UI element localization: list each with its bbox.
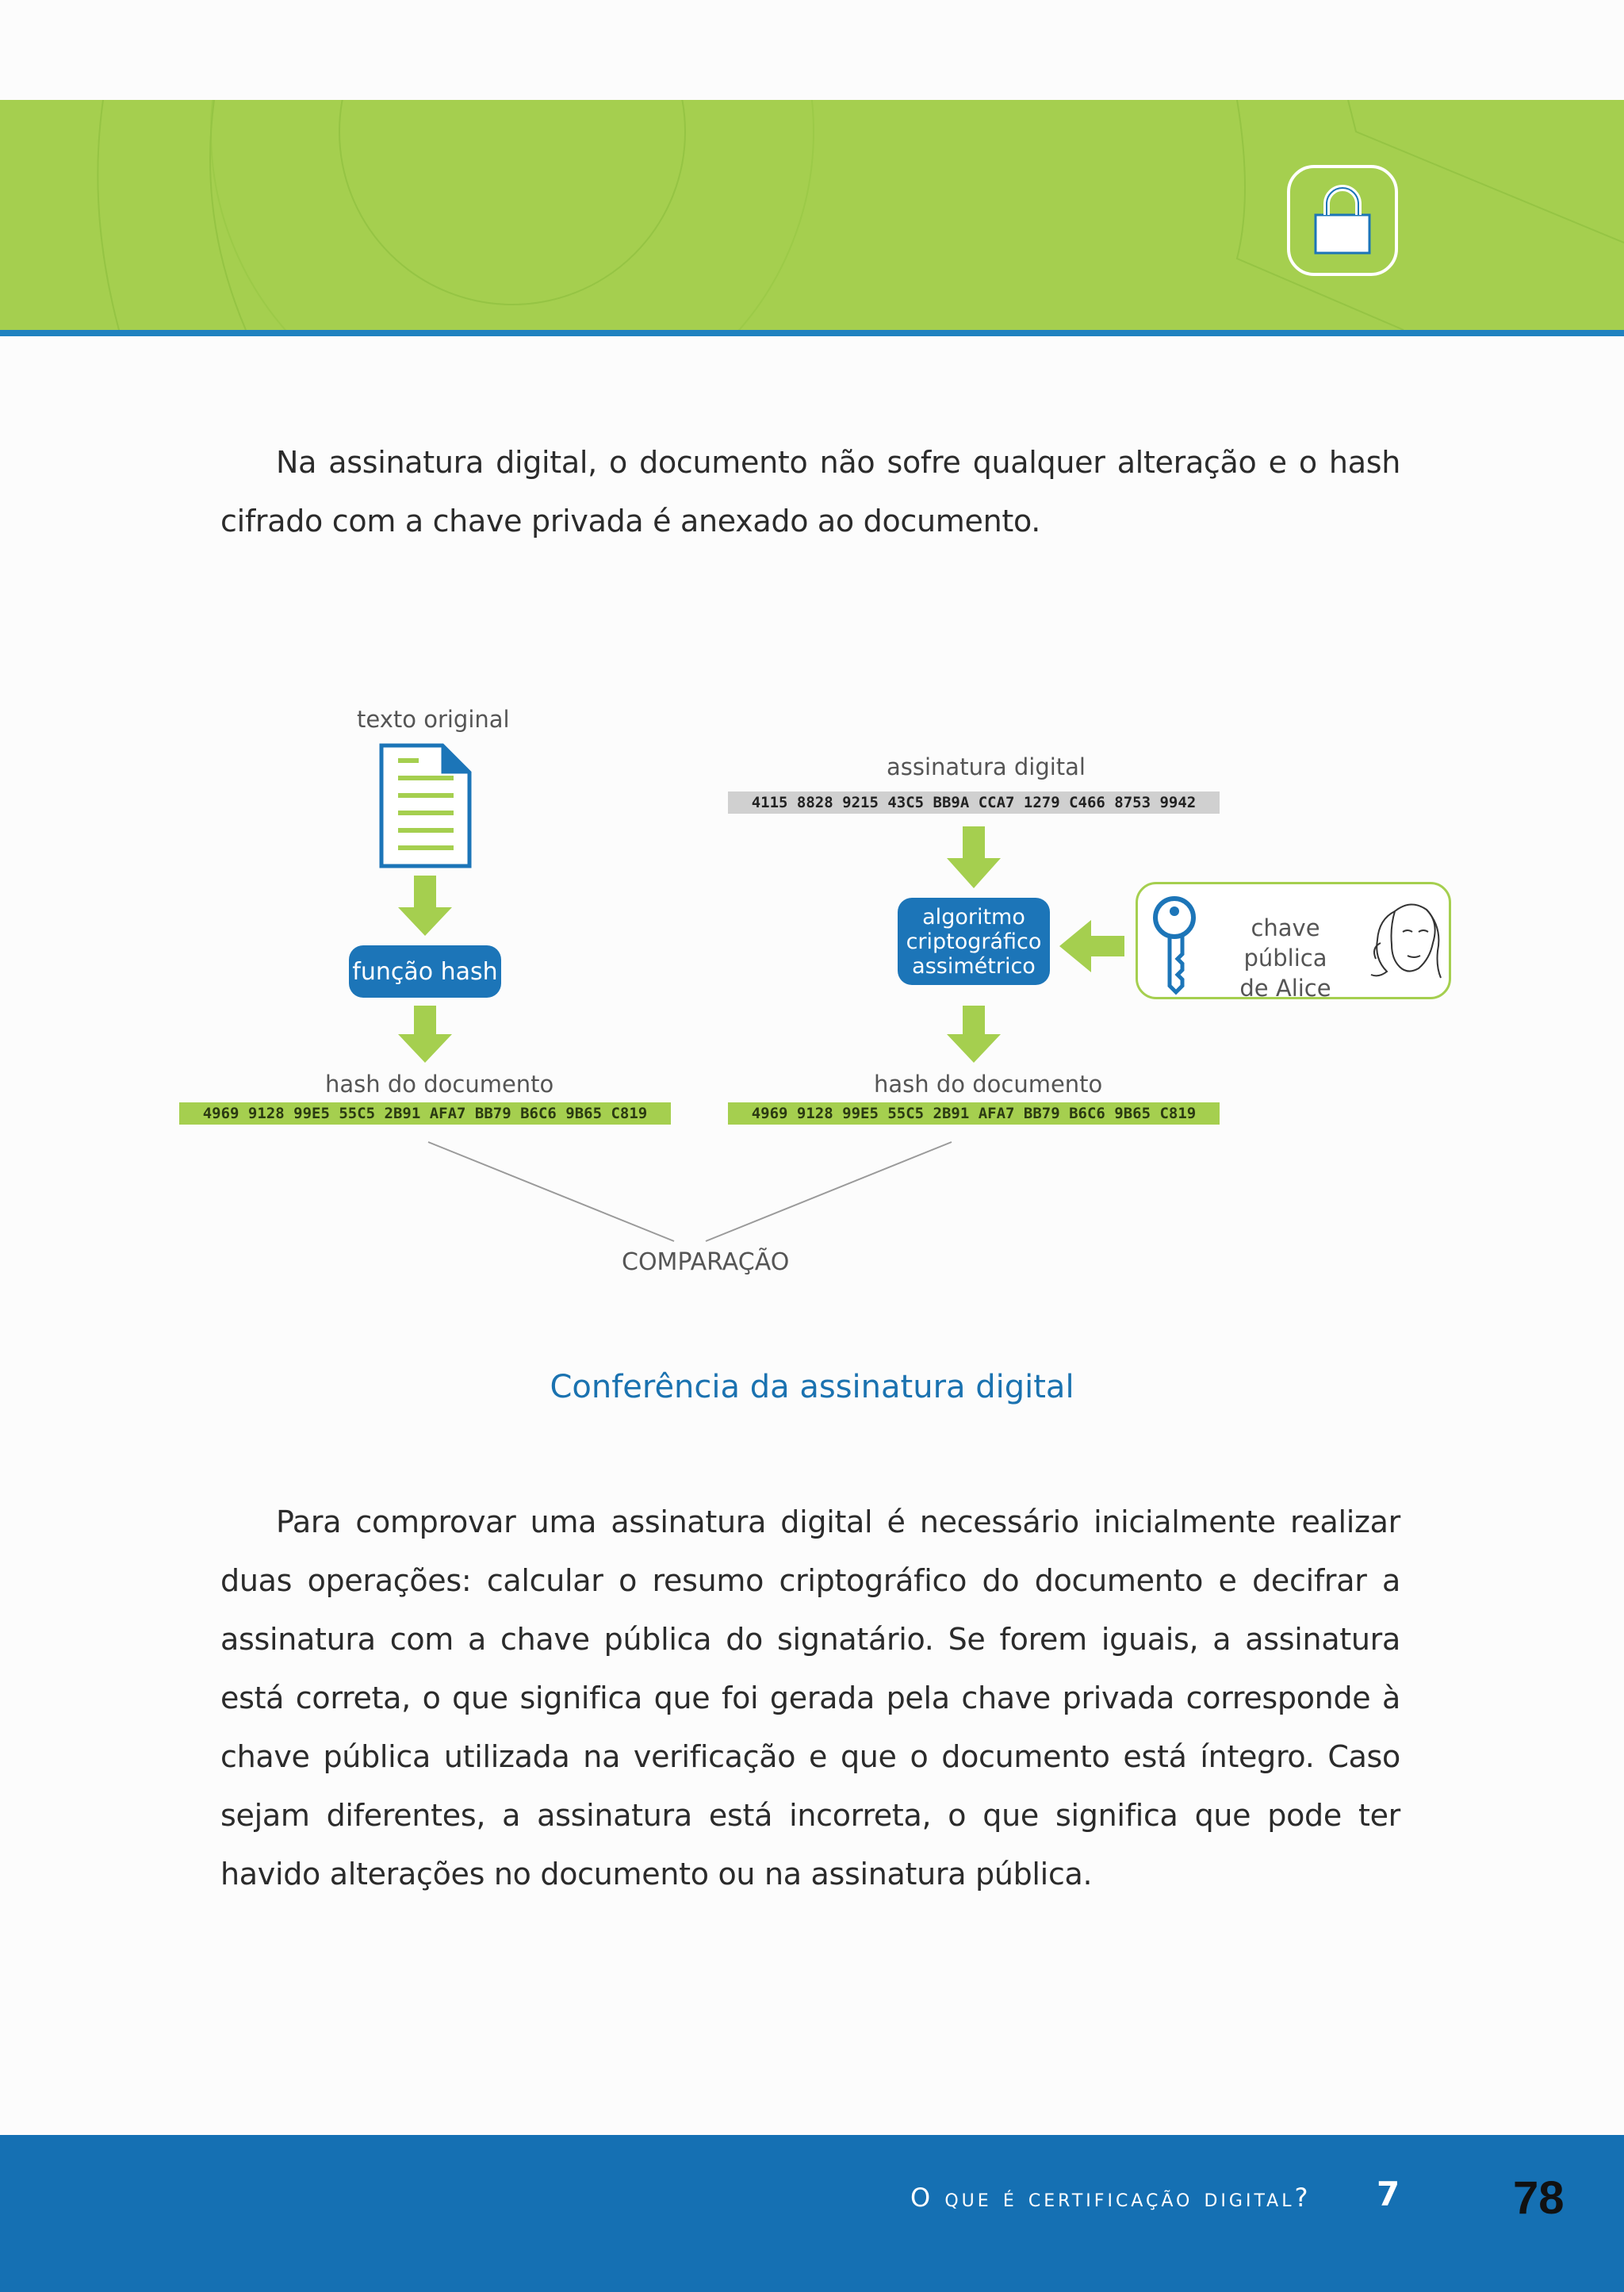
alice-face-icon xyxy=(1363,895,1442,991)
chave-line1: chave pública xyxy=(1243,914,1327,972)
algoritmo-line1: algoritmo xyxy=(922,904,1025,929)
hash-right-value: 4969 9128 99E5 55C5 2B91 AFA7 BB79 B6C6 9B65 C819 xyxy=(728,1102,1220,1125)
arrow-left-icon xyxy=(1059,920,1124,972)
algoritmo-line3: assimétrico xyxy=(912,953,1036,979)
comparacao-label: COMPARAÇÃO xyxy=(622,1248,790,1276)
key-icon xyxy=(1149,892,1205,995)
arrow-down-icon xyxy=(398,876,452,936)
hash-right-label: hash do documento xyxy=(874,1071,1103,1098)
document-icon xyxy=(381,745,469,866)
arrow-down-icon xyxy=(947,826,1001,888)
figure-caption: Conferência da assinatura digital xyxy=(550,1369,1074,1405)
header-rule xyxy=(0,330,1624,336)
signature-verification-diagram xyxy=(0,698,1624,1301)
arrow-down-icon xyxy=(398,1006,452,1063)
hash-left-label: hash do documento xyxy=(325,1071,554,1098)
main-text: Para comprovar uma assinatura digital é necessário inicialmente realizar duas operações: calcular o resumo criptográfico do documento e decifrar a assinatura com a chave pública do signatário. Se forem iguais, a assinatura está correta, o que significa que foi gerada pela chave privada corresponde à chave pública utilizada na verificação e que o documento está íntegro. Caso sejam diferentes, a assinatura está incorreta, o que significa que pode ter havido alterações no documento ou na assinatura pública. xyxy=(220,1504,1400,1891)
footer-band xyxy=(0,2135,1624,2292)
comparison-line-right xyxy=(706,1142,952,1241)
intro-text: Na assinatura digital, o documento não sofre qualquer alteração e o hash cifrado com a chave privada é anexado ao documento. xyxy=(220,445,1400,539)
algoritmo-box xyxy=(898,898,1050,985)
main-paragraph xyxy=(220,1493,1400,1903)
public-key-box xyxy=(1136,882,1451,1002)
comparison-line-left xyxy=(428,1142,674,1241)
intro-paragraph xyxy=(220,433,1400,550)
public-key-label xyxy=(1214,913,1357,1003)
texto-original-label: texto original xyxy=(357,706,510,733)
assinatura-value: 4115 8828 9215 43C5 BB9A CCA7 1279 C466 8753 9942 xyxy=(728,791,1220,814)
hash-left-value: 4969 9128 99E5 55C5 2B91 AFA7 BB79 B6C6 9B65 C819 xyxy=(179,1102,671,1125)
footer-chapter-number: 7 xyxy=(1377,2175,1400,2213)
page-number: 78 xyxy=(1513,2172,1565,2224)
algoritmo-line2: criptográfico xyxy=(906,929,1042,954)
lock-icon xyxy=(1287,165,1398,276)
chave-line2: de Alice xyxy=(1239,975,1331,1002)
diagram-graphics xyxy=(0,698,1624,1301)
footer-title: O que é certificação digital? xyxy=(910,2183,1312,2213)
assinatura-label: assinatura digital xyxy=(887,753,1086,780)
arrow-down-icon xyxy=(947,1006,1001,1063)
funcao-hash-box: função hash xyxy=(349,945,501,998)
